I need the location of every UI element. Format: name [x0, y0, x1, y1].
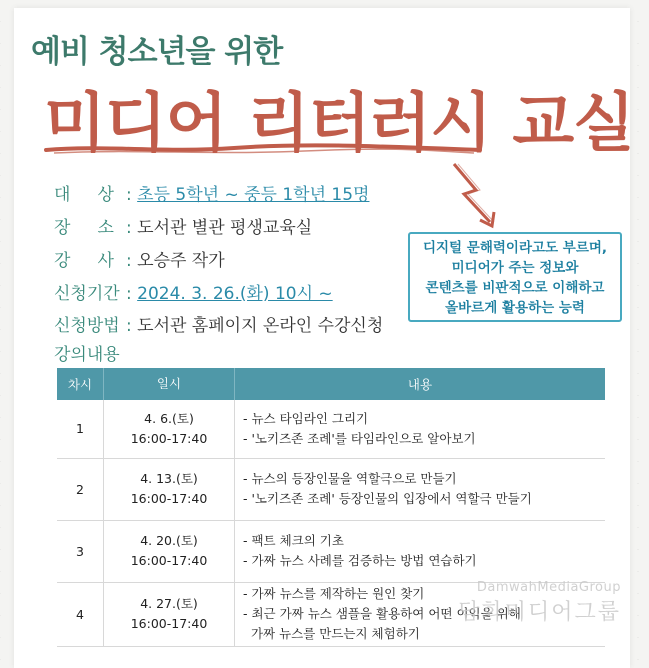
- session-time: 16:00-17:40: [130, 553, 208, 568]
- content-line: - 가짜 뉴스를 제작하는 원인 찾기: [243, 586, 425, 601]
- watermark-ko: 담화미디어그룹: [458, 600, 621, 625]
- content-line: - '노키즈존 조례' 등장인물의 입장에서 역할극 만들기: [243, 491, 532, 506]
- session-date: 4. 20.(토): [140, 533, 198, 548]
- poster-subtitle: 예비 청소년을 위한: [31, 34, 283, 70]
- session-content: [235, 458, 606, 520]
- session-number: 1: [57, 400, 104, 458]
- info-value: 오승주 작가: [137, 251, 225, 271]
- content-line: - 뉴스의 등장인물을 역할극으로 만들기: [243, 471, 457, 486]
- header-session: 차시: [57, 368, 104, 400]
- session-number: 4: [57, 582, 104, 646]
- table-header-row: [57, 368, 605, 400]
- info-value[interactable]: 2024. 3. 26.(화) 10시 ~: [137, 284, 333, 304]
- header-content: 내용: [235, 368, 606, 400]
- info-label: 강 사: [54, 251, 114, 271]
- lightning-arrow-icon: [450, 160, 510, 235]
- callout-line: 디지털 문해력이라고도 부르며,: [422, 240, 608, 256]
- info-row-period: 신청기간 : 2024. 3. 26.(화) 10시 ~: [54, 279, 333, 304]
- info-row-target: 대 상 : 초등 5학년 ~ 중등 1학년 15명: [54, 180, 369, 205]
- session-content: [235, 400, 606, 458]
- content-line: 가짜 뉴스를 만드는지 체험하기: [243, 626, 420, 641]
- table-row: [57, 520, 605, 582]
- poster-title: 미디어 리터러시 교실: [44, 87, 634, 161]
- info-value: 도서관 홈페이지 온라인 수강신청: [137, 316, 384, 336]
- session-date: 4. 13.(토): [140, 471, 198, 486]
- table-row: [57, 458, 605, 520]
- callout-line: 미디어가 주는 정보와: [451, 260, 579, 276]
- info-label: 신청기간: [54, 284, 120, 304]
- session-datetime: [104, 582, 235, 646]
- info-label: 신청방법: [54, 316, 120, 336]
- content-line: - 가짜 뉴스 사례를 검증하는 방법 연습하기: [243, 553, 477, 568]
- session-content: [235, 582, 606, 646]
- schedule-table: [57, 368, 605, 647]
- callout-line: 올바르게 활용하는 능력: [445, 300, 585, 316]
- session-time: 16:00-17:40: [130, 491, 208, 506]
- session-time: 16:00-17:40: [130, 616, 208, 631]
- definition-callout: [408, 232, 622, 322]
- content-line: - 뉴스 타임라인 그리기: [243, 410, 369, 426]
- info-row-method: 신청방법 : 도서관 홈페이지 온라인 수강신청: [54, 311, 383, 336]
- session-date: 4. 6.(토): [144, 410, 194, 426]
- table-row: [57, 582, 605, 646]
- table-row: [57, 400, 605, 458]
- info-label: 대 상: [54, 185, 114, 205]
- info-value[interactable]: 초등 5학년 ~ 중등 1학년 15명: [137, 185, 370, 205]
- info-value: 도서관 별관 평생교육실: [137, 218, 313, 238]
- content-line: - '노키즈존 조례'를 타임라인으로 알아보기: [243, 430, 476, 446]
- content-line: - 팩트 체크의 기초: [243, 533, 344, 548]
- session-number: 3: [57, 520, 104, 582]
- info-row-place: 장 소 : 도서관 별관 평생교육실: [54, 213, 312, 238]
- session-date: 4. 27.(토): [140, 596, 198, 611]
- callout-line: 콘텐츠를 비판적으로 이해하고: [425, 280, 605, 296]
- header-datetime: 일시: [104, 368, 235, 400]
- session-datetime: [104, 458, 235, 520]
- info-row-lecturer: 강 사 : 오승주 작가: [54, 246, 225, 271]
- session-content: [235, 520, 606, 582]
- info-label: 장 소: [54, 218, 114, 238]
- brush-underline: [44, 142, 484, 156]
- session-datetime: [104, 400, 235, 458]
- session-number: 2: [57, 458, 104, 520]
- content-line: - 최근 가짜 뉴스 샘플을 활용하여 어떤 이익을 위해: [243, 606, 521, 621]
- session-time: 16:00-17:40: [130, 430, 208, 446]
- watermark-en: DamwahMediaGroup: [476, 580, 621, 595]
- section-label: 강의내용: [54, 345, 120, 365]
- session-datetime: [104, 520, 235, 582]
